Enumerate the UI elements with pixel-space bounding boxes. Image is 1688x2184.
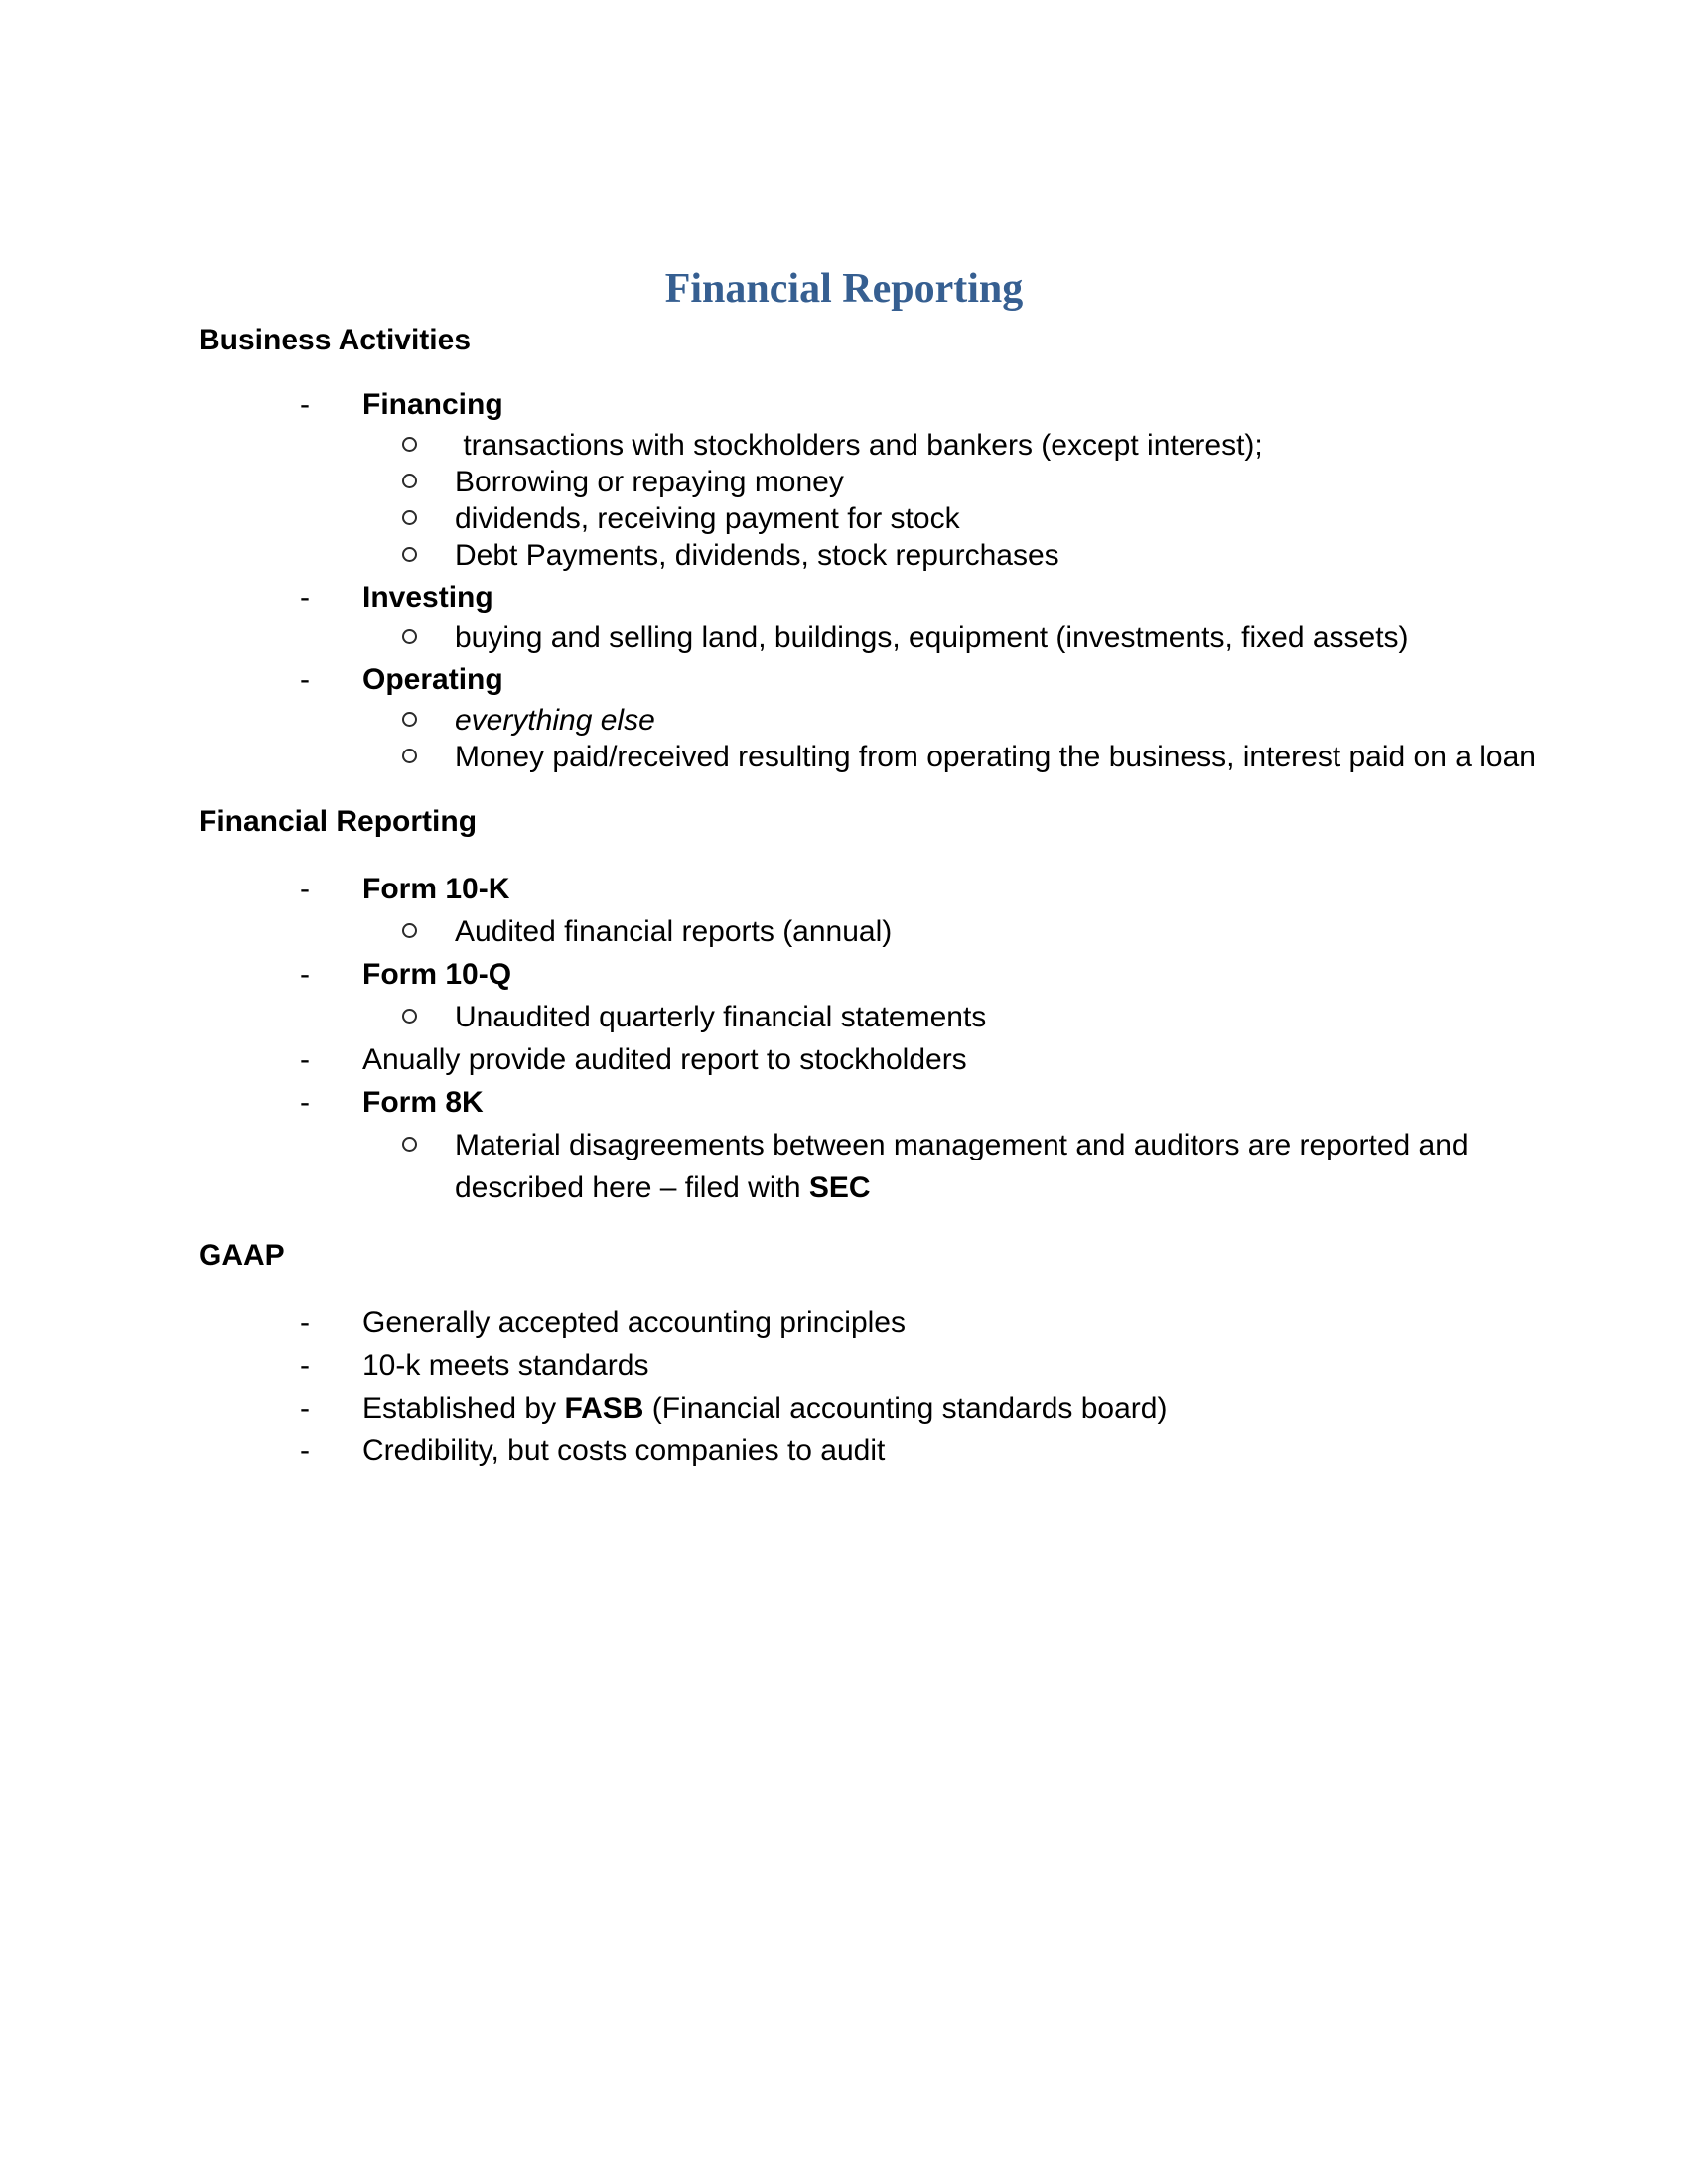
sub-bullet-text-line1: Material disagreements between management and auditors are reported and [455, 1129, 1469, 1161]
section-financial-reporting [199, 803, 1628, 1209]
section-heading-financial-reporting: Financial Reporting [199, 805, 478, 838]
circle-bullet-icon [402, 500, 455, 537]
bullet-credibility [199, 1430, 1628, 1472]
bullet-label: 10-k meets standards [362, 1349, 649, 1382]
dash-bullet-icon: - [300, 663, 310, 696]
dash-bullet-icon: - [300, 873, 310, 905]
bullet-10k-meets-standards [199, 1344, 1628, 1387]
bullet-label: Generally accepted accounting principles [362, 1306, 906, 1339]
bullet-label: Anually provide audited report to stockholders [362, 1043, 967, 1076]
bullet-form-8k [199, 1081, 1628, 1124]
bullet-text-prefix: Established by [362, 1392, 565, 1425]
dash-bullet-icon: - [300, 1349, 310, 1382]
dash-bullet-icon: - [300, 581, 310, 614]
section-gaap [199, 1237, 1628, 1472]
sub-bullet-dividends [199, 500, 1628, 537]
sub-bullet-text: dividends, receiving payment for stock [455, 502, 960, 535]
circle-bullet-icon [402, 996, 455, 1038]
bullet-operating [199, 661, 1628, 698]
bullet-label: Form 10-Q [362, 958, 512, 991]
sub-bullet-text: buying and selling land, buildings, equipment (investments, fixed assets) [455, 621, 1409, 654]
section-heading-business-activities: Business Activities [199, 324, 471, 356]
bullet-label: Form 10-K [362, 873, 510, 905]
dash-bullet-icon: - [300, 1043, 310, 1076]
bullet-annually-provide [199, 1038, 1628, 1081]
dash-bullet-icon: - [300, 958, 310, 991]
bullet-label: Credibility, but costs companies to audit [362, 1434, 886, 1467]
sub-bullet-text: Unaudited quarterly financial statements [455, 1001, 987, 1033]
circle-bullet-icon [402, 702, 455, 739]
dash-bullet-icon: - [300, 1434, 310, 1467]
sub-bullet-debt-payments [199, 537, 1628, 574]
bullet-label: Operating [362, 663, 503, 696]
bullet-financing [199, 386, 1628, 423]
sub-bullet-transactions [199, 427, 1628, 464]
bullet-text-suffix: (Financial accounting standards board) [643, 1392, 1168, 1425]
sub-bullet-borrowing [199, 464, 1628, 500]
bullet-form-10k [199, 868, 1628, 910]
circle-bullet-icon [402, 739, 455, 775]
sub-bullet-text: Audited financial reports (annual) [455, 915, 893, 948]
circle-bullet-icon [402, 427, 455, 464]
dash-bullet-icon: - [300, 1306, 310, 1339]
document-title: Financial Reporting [664, 266, 1024, 312]
sec-abbreviation: SEC [808, 1171, 871, 1204]
bullet-investing [199, 579, 1628, 615]
bullet-label: Form 8K [362, 1086, 484, 1119]
sub-bullet-text-line2: described here – filed with [455, 1171, 809, 1204]
bullet-label: Financing [362, 388, 503, 421]
bullet-established-by-fasb [199, 1387, 1628, 1430]
circle-bullet-icon [402, 537, 455, 574]
circle-bullet-icon [402, 619, 455, 656]
sub-bullet-text: everything else [455, 704, 655, 737]
sub-bullet-text: Money paid/received resulting from operating the business, interest paid on a loan [455, 741, 1536, 773]
dash-bullet-icon: - [300, 1392, 310, 1425]
sub-bullet-everything-else [199, 702, 1628, 739]
section-business-activities [199, 322, 1628, 775]
circle-bullet-icon [402, 464, 455, 500]
circle-bullet-icon [402, 910, 455, 953]
sub-bullet-buying-selling [199, 619, 1628, 656]
fasb-abbreviation: FASB [564, 1392, 644, 1425]
sub-bullet-text [455, 1124, 1469, 1209]
sub-bullet-material-disagreements [199, 1124, 1628, 1209]
bullet-label: Investing [362, 581, 493, 614]
bullet-generally-accepted [199, 1301, 1628, 1344]
sub-bullet-text: Borrowing or repaying money [455, 466, 844, 498]
bullet-label [362, 1387, 1167, 1430]
sub-bullet-unaudited-statements [199, 996, 1628, 1038]
sub-bullet-money-paid [199, 739, 1628, 775]
section-heading-gaap: GAAP [199, 1239, 285, 1272]
sub-bullet-text: Debt Payments, dividends, stock repurchases [455, 539, 1059, 572]
sub-bullet-audited-reports [199, 910, 1628, 953]
bullet-form-10q [199, 953, 1628, 996]
dash-bullet-icon: - [300, 1086, 310, 1119]
dash-bullet-icon: - [300, 388, 310, 421]
circle-bullet-icon [402, 1124, 455, 1166]
sub-bullet-text: transactions with stockholders and bankers (except interest); [455, 429, 1263, 462]
